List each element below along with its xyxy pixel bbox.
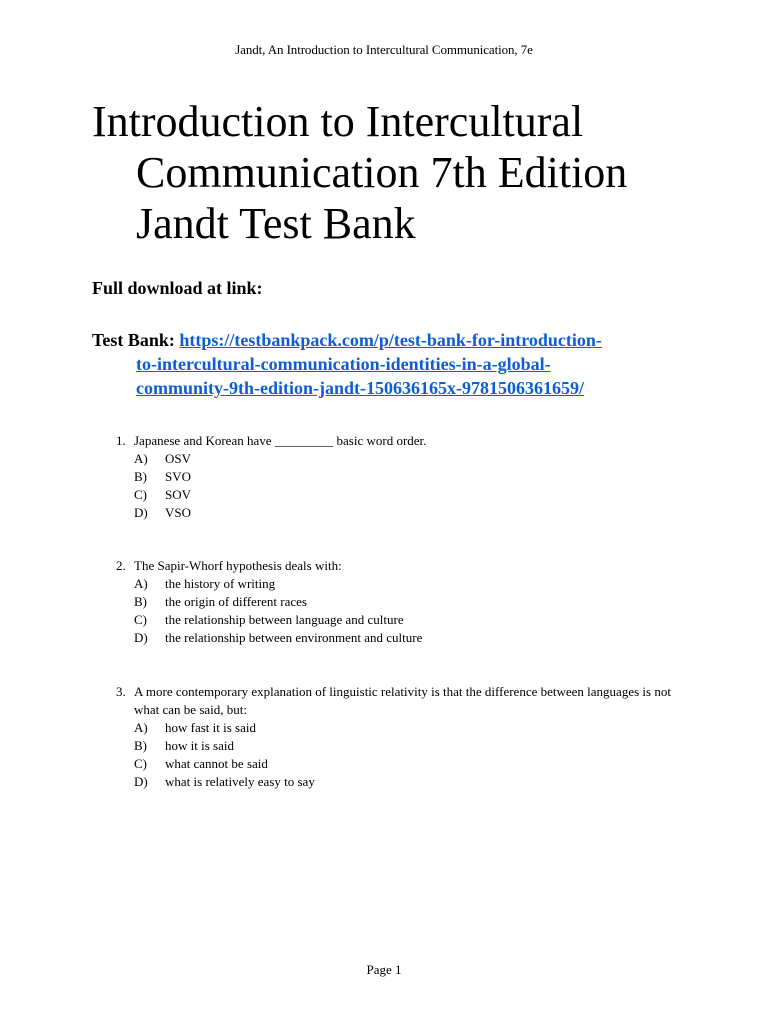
full-download-label: Full download at link: — [92, 278, 263, 298]
option-text: SOV — [165, 487, 192, 502]
running-header: Jandt, An Introduction to Intercultural Communication, 7e — [235, 42, 533, 57]
test-bank-link-part-1[interactable]: https://testbankpack.com/p/test-bank-for-introduction- — [179, 330, 602, 350]
option-letter: B) — [134, 738, 147, 753]
test-bank-line-3 — [92, 376, 712, 400]
option-letter: A) — [134, 720, 148, 735]
option-text: what is relatively easy to say — [165, 774, 315, 789]
test-bank-block — [92, 328, 712, 400]
answer-options — [116, 719, 696, 791]
option-letter: C) — [134, 612, 147, 627]
answer-options — [116, 575, 696, 647]
test-bank-line-1 — [92, 328, 712, 352]
title-line-1: Introduction to Intercultural — [92, 97, 584, 146]
option-text: how it is said — [165, 738, 234, 753]
answer-option — [134, 611, 696, 629]
answer-option — [134, 468, 696, 486]
option-text: how fast it is said — [165, 720, 256, 735]
answer-option — [134, 737, 696, 755]
question-number: 3. — [116, 684, 126, 699]
answer-options — [116, 450, 696, 522]
option-letter: A) — [134, 576, 148, 591]
test-bank-link-part-2[interactable]: to-intercultural-communication-identities-in-a-global- — [136, 354, 551, 374]
option-letter: A) — [134, 451, 148, 466]
answer-option — [134, 755, 696, 773]
question-stem — [116, 683, 696, 719]
option-text: the origin of different races — [165, 594, 307, 609]
title-line-2: Communication 7th Edition — [136, 148, 628, 197]
option-text: the history of writing — [165, 576, 276, 591]
question-stem — [116, 432, 696, 450]
option-text: SVO — [165, 469, 192, 484]
question-number: 1. — [116, 433, 126, 448]
option-text: VSO — [165, 505, 192, 520]
test-bank-link-part-3[interactable]: community-9th-edition-jandt-150636165x-9781506361659/ — [136, 378, 584, 398]
question-number: 2. — [116, 558, 126, 573]
option-letter: B) — [134, 594, 147, 609]
question-text: The Sapir-Whorf hypothesis deals with: — [134, 558, 342, 573]
answer-option — [134, 575, 696, 593]
option-text: OSV — [165, 451, 192, 466]
option-text: what cannot be said — [165, 756, 268, 771]
test-bank-label: Test Bank: — [92, 330, 175, 350]
option-letter: C) — [134, 756, 147, 771]
page-number: Page 1 — [366, 962, 402, 977]
option-letter: D) — [134, 774, 148, 789]
question-2 — [116, 557, 696, 647]
title-line-3: Jandt Test Bank — [136, 199, 416, 248]
answer-option — [134, 450, 696, 468]
option-text: the relationship between language and culture — [165, 612, 404, 627]
answer-option — [134, 719, 696, 737]
answer-option — [134, 504, 696, 522]
answer-option — [134, 629, 696, 647]
question-text: Japanese and Korean have _________ basic word order. — [134, 433, 427, 448]
option-letter: D) — [134, 505, 148, 520]
answer-option — [134, 486, 696, 504]
option-letter: D) — [134, 630, 148, 645]
option-letter: C) — [134, 487, 147, 502]
option-letter: B) — [134, 469, 147, 484]
question-1 — [116, 432, 696, 522]
question-text: A more contemporary explanation of linguistic relativity is that the difference between languages is not what can be said, but: — [134, 684, 671, 717]
question-3 — [116, 683, 696, 791]
answer-option — [134, 593, 696, 611]
test-bank-line-2 — [92, 352, 712, 376]
answer-option — [134, 773, 696, 791]
option-text: the relationship between environment and culture — [165, 630, 423, 645]
page-title — [92, 96, 732, 249]
question-stem — [116, 557, 696, 575]
